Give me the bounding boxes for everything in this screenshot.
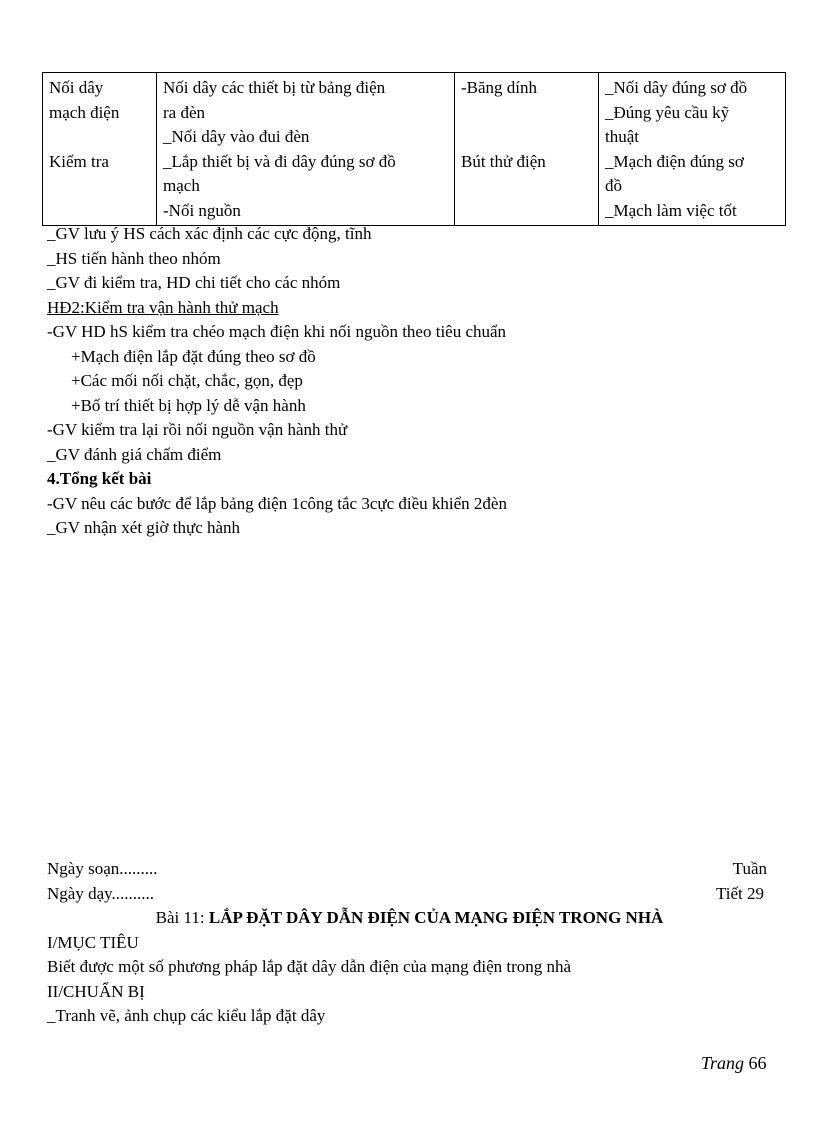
cell-line: _Mạch điện đúng sơ [605, 151, 744, 171]
page-number: 66 [748, 1053, 767, 1073]
cell-line: ra đèn [163, 102, 206, 122]
cell-line: _Nối dây đúng sơ đồ [605, 78, 748, 97]
preparation-heading: II/CHUẨN BỊ [47, 981, 145, 1001]
cell-line: -Nối nguồn [163, 200, 241, 220]
cell-line: Kiểm tra [49, 151, 109, 171]
cell-line: _Nối dây vào đui đèn [163, 127, 310, 146]
table-cell-task [43, 73, 157, 226]
objective-text: Biết được một số phương pháp lắp đặt dây dẫn điện của mạng điện trong nhà [47, 957, 572, 976]
cell-line: Bút thử điện [461, 151, 546, 171]
table-row [43, 73, 786, 226]
cell-line: _Lắp thiết bị và đi dây đúng sơ đồ [163, 151, 396, 171]
text-line: _GV đi kiểm tra, HD chi tiết cho các nhóm [47, 273, 341, 292]
cell-line: Nối dây các thiết bị từ bảng điện [163, 78, 386, 97]
lesson-title [47, 906, 792, 931]
cell-line: mạch [163, 176, 200, 195]
text-line: _GV nhận xét giờ thực hành [47, 518, 241, 537]
cell-line: _Mạch làm việc tốt [605, 200, 737, 220]
text-line: -GV nêu các bước để lắp bảng điện 1công tắc 3cực điều khiển 2đèn [47, 493, 507, 513]
cell-line: _Đúng yêu cầu kỹ [605, 102, 730, 122]
activity-section [47, 222, 507, 541]
activity-heading [47, 296, 507, 321]
week-label: Tuần [732, 859, 767, 878]
period-label: Tiết 29 [715, 883, 764, 903]
table-cell-tools [455, 73, 599, 226]
cell-line: thuật [605, 127, 639, 146]
activity-heading-label: HĐ2: [47, 297, 85, 317]
practice-steps-table [42, 72, 786, 226]
cell-line [461, 125, 592, 150]
cell-line: đồ [605, 176, 622, 195]
criteria-item: +Các mối nối chặt, chắc, gọn, đẹp [71, 371, 303, 390]
text-line: _HS tiến hành theo nhóm [47, 248, 221, 268]
cell-line: Nối dây [49, 78, 104, 97]
lesson-title-text: LẮP ĐẶT DÂY DẪN ĐIỆN CỦA MẠNG ĐIỆN TRONG NHÀ [208, 908, 664, 927]
table-cell-procedure [157, 73, 455, 226]
preparation-text: _Tranh vẽ, ảnh chụp các kiểu lắp đặt dây [47, 1006, 326, 1025]
text-line: _GV lưu ý HS cách xác định các cực động, tĩnh [47, 224, 372, 243]
text-line: -GV HD hS kiểm tra chéo mạch điện khi nối nguồn theo tiêu chuẩn [47, 322, 507, 341]
page-label: Trang [701, 1053, 745, 1073]
summary-heading: 4.Tổng kết bài [47, 469, 152, 488]
cell-line: mạch điện [49, 102, 120, 122]
page-footer [701, 1053, 767, 1074]
criteria-item: +Bố trí thiết bị hợp lý dễ vận hành [71, 395, 306, 415]
cell-line: -Băng dính [461, 78, 538, 97]
cell-line [49, 125, 150, 150]
date-row [47, 857, 792, 882]
lesson-title-prefix: Bài 11: [155, 908, 209, 927]
lesson-section [47, 857, 792, 1029]
text-line: _GV đánh giá chấm điểm [47, 444, 222, 464]
table-cell-requirements [599, 73, 786, 226]
prep-date: Ngày soạn......... [47, 859, 158, 878]
objectives-heading: I/MỤC TIÊU [47, 932, 139, 952]
teach-date: Ngày dạy.......... [47, 883, 155, 903]
text-line: -GV kiểm tra lại rồi nối nguồn vận hành thử [47, 420, 348, 439]
date-row [47, 882, 792, 907]
activity-heading-title: Kiểm tra vận hành thử mạch [84, 297, 279, 317]
criteria-item: +Mạch điện lắp đặt đúng theo sơ đồ [71, 346, 316, 366]
cell-line [461, 101, 592, 126]
